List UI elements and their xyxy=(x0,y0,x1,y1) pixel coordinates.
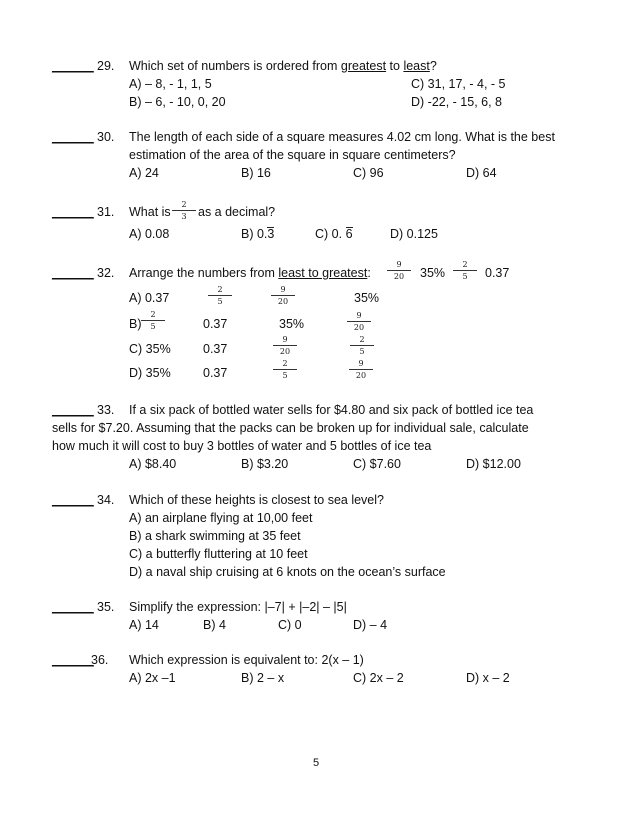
q32-c-decimal: 0.37 xyxy=(203,342,228,356)
q30-number: 30. xyxy=(97,130,115,144)
q32-c-fraction-2-5: $\frac{2}{5}$ xyxy=(350,335,374,356)
q31-stem-a: What is xyxy=(129,205,171,219)
q32-b-fraction-2-5: $\frac{2}{5}$ xyxy=(141,310,165,331)
q29-option-c[interactable]: C) 31, 17, - 4, - 5 xyxy=(411,77,506,91)
q32-a-percent: 35% xyxy=(354,291,380,305)
q32-option-a[interactable]: A) 0.37 xyxy=(129,291,170,305)
q35-stem: Simplify the expression: |–7| + |–2| – |5| xyxy=(129,600,347,614)
q35-blank[interactable]: ______ xyxy=(52,600,94,614)
q29-blank[interactable]: ______ xyxy=(52,59,94,73)
q36-stem: Which expression is equivalent to: 2(x – 1) xyxy=(129,653,364,667)
q33-option-a[interactable]: A) $8.40 xyxy=(129,457,177,471)
q34-stem: Which of these heights is closest to sea level? xyxy=(129,493,384,507)
q33-stem-line1: If a six pack of bottled water sells for $4.80 and six pack of bottled ice tea xyxy=(129,403,534,417)
page-number: 5 xyxy=(313,757,320,769)
q33-option-d[interactable]: D) $12.00 xyxy=(466,457,521,471)
q33-number: 33. xyxy=(97,403,115,417)
q32-option-b[interactable]: B) xyxy=(129,317,142,331)
q33-stem-line2: sells for $7.20. Assuming that the packs can be broken up for individual sale, calculate xyxy=(52,421,529,435)
q31-option-b[interactable]: B) 0.3 xyxy=(241,227,275,241)
q32-a-fraction-9-20: $\frac{9}{20}$ xyxy=(271,285,295,306)
q32-number: 32. xyxy=(97,266,115,280)
q36-option-a[interactable]: A) 2x –1 xyxy=(129,671,176,685)
q32-stem-percent: 35% xyxy=(420,266,446,280)
q32-d-fraction-9-20: $\frac{9}{20}$ xyxy=(349,359,373,380)
q32-blank[interactable]: ______ xyxy=(52,266,94,280)
q34-option-d[interactable]: D) a naval ship cruising at 6 knots on the ocean’s surface xyxy=(129,565,446,579)
q32-stem: Arrange the numbers from least to greatest: xyxy=(129,266,371,280)
q33-option-b[interactable]: B) $3.20 xyxy=(241,457,289,471)
q36-number: 36. xyxy=(91,653,109,667)
q29-option-a[interactable]: A) – 8, - 1, 1, 5 xyxy=(129,77,212,91)
q31-option-c[interactable]: C) 0. 6 xyxy=(315,227,353,241)
q34-option-b[interactable]: B) a shark swimming at 35 feet xyxy=(129,529,301,543)
q32-b-decimal: 0.37 xyxy=(203,317,228,331)
q35-option-a[interactable]: A) 14 xyxy=(129,618,159,632)
q32-option-c[interactable]: C) 35% xyxy=(129,342,171,356)
q35-number: 35. xyxy=(97,600,115,614)
q34-blank[interactable]: ______ xyxy=(52,493,94,507)
q32-stem-fraction-2-5: $\frac{2}{5}$ xyxy=(453,260,477,281)
q32-c-fraction-9-20: $\frac{9}{20}$ xyxy=(273,335,297,356)
q34-option-a[interactable]: A) an airplane flying at 10,00 feet xyxy=(129,511,313,525)
q32-option-d[interactable]: D) 35% xyxy=(129,366,171,380)
q36-option-d[interactable]: D) x – 2 xyxy=(466,671,510,685)
q30-blank[interactable]: ______ xyxy=(52,130,94,144)
q29-option-b[interactable]: B) – 6, - 10, 0, 20 xyxy=(129,95,226,109)
q30-option-d[interactable]: D) 64 xyxy=(466,166,497,180)
q30-option-a[interactable]: A) 24 xyxy=(129,166,159,180)
q32-b-fraction-9-20: $\frac{9}{20}$ xyxy=(347,311,371,332)
q32-stem-fraction-9-20: $\frac{9}{20}$ xyxy=(387,260,411,281)
q31-blank[interactable]: ______ xyxy=(52,205,94,219)
q31-fraction: $\frac{2}{3}$ xyxy=(172,200,196,221)
q30-option-b[interactable]: B) 16 xyxy=(241,166,271,180)
q32-d-decimal: 0.37 xyxy=(203,366,228,380)
q29-number: 29. xyxy=(97,59,115,73)
q35-option-c[interactable]: C) 0 xyxy=(278,618,302,632)
q32-d-fraction-2-5: $\frac{2}{5}$ xyxy=(273,359,297,380)
q36-option-c[interactable]: C) 2x – 2 xyxy=(353,671,404,685)
q32-a-fraction-2-5: $\frac{2}{5}$ xyxy=(208,285,232,306)
q30-stem-line2: estimation of the area of the square in square centimeters? xyxy=(129,148,456,162)
q34-number: 34. xyxy=(97,493,115,507)
q29-option-d[interactable]: D) -22, - 15, 6, 8 xyxy=(411,95,503,109)
q33-option-c[interactable]: C) $7.60 xyxy=(353,457,401,471)
q34-option-c[interactable]: C) a butterfly fluttering at 10 feet xyxy=(129,547,308,561)
q31-option-d[interactable]: D) 0.125 xyxy=(390,227,438,241)
q29-stem: Which set of numbers is ordered from greatest to least? xyxy=(129,59,437,73)
q35-option-b[interactable]: B) 4 xyxy=(203,618,226,632)
q31-option-a[interactable]: A) 0.08 xyxy=(129,227,170,241)
q31-stem-b: as a decimal? xyxy=(198,205,276,219)
q32-b-percent: 35% xyxy=(279,317,305,331)
q35-option-d[interactable]: D) – 4 xyxy=(353,618,388,632)
q33-stem-line3: how much it will cost to buy 3 bottles of water and 5 bottles of ice tea xyxy=(52,439,432,453)
q31-number: 31. xyxy=(97,205,115,219)
q32-stem-decimal: 0.37 xyxy=(485,266,510,280)
q33-blank[interactable]: ______ xyxy=(52,403,94,417)
q30-option-c[interactable]: C) 96 xyxy=(353,166,384,180)
q36-option-b[interactable]: B) 2 – x xyxy=(241,671,285,685)
q36-blank[interactable]: ______ xyxy=(52,653,94,667)
q30-stem-line1: The length of each side of a square measures 4.02 cm long. What is the best xyxy=(129,130,555,144)
